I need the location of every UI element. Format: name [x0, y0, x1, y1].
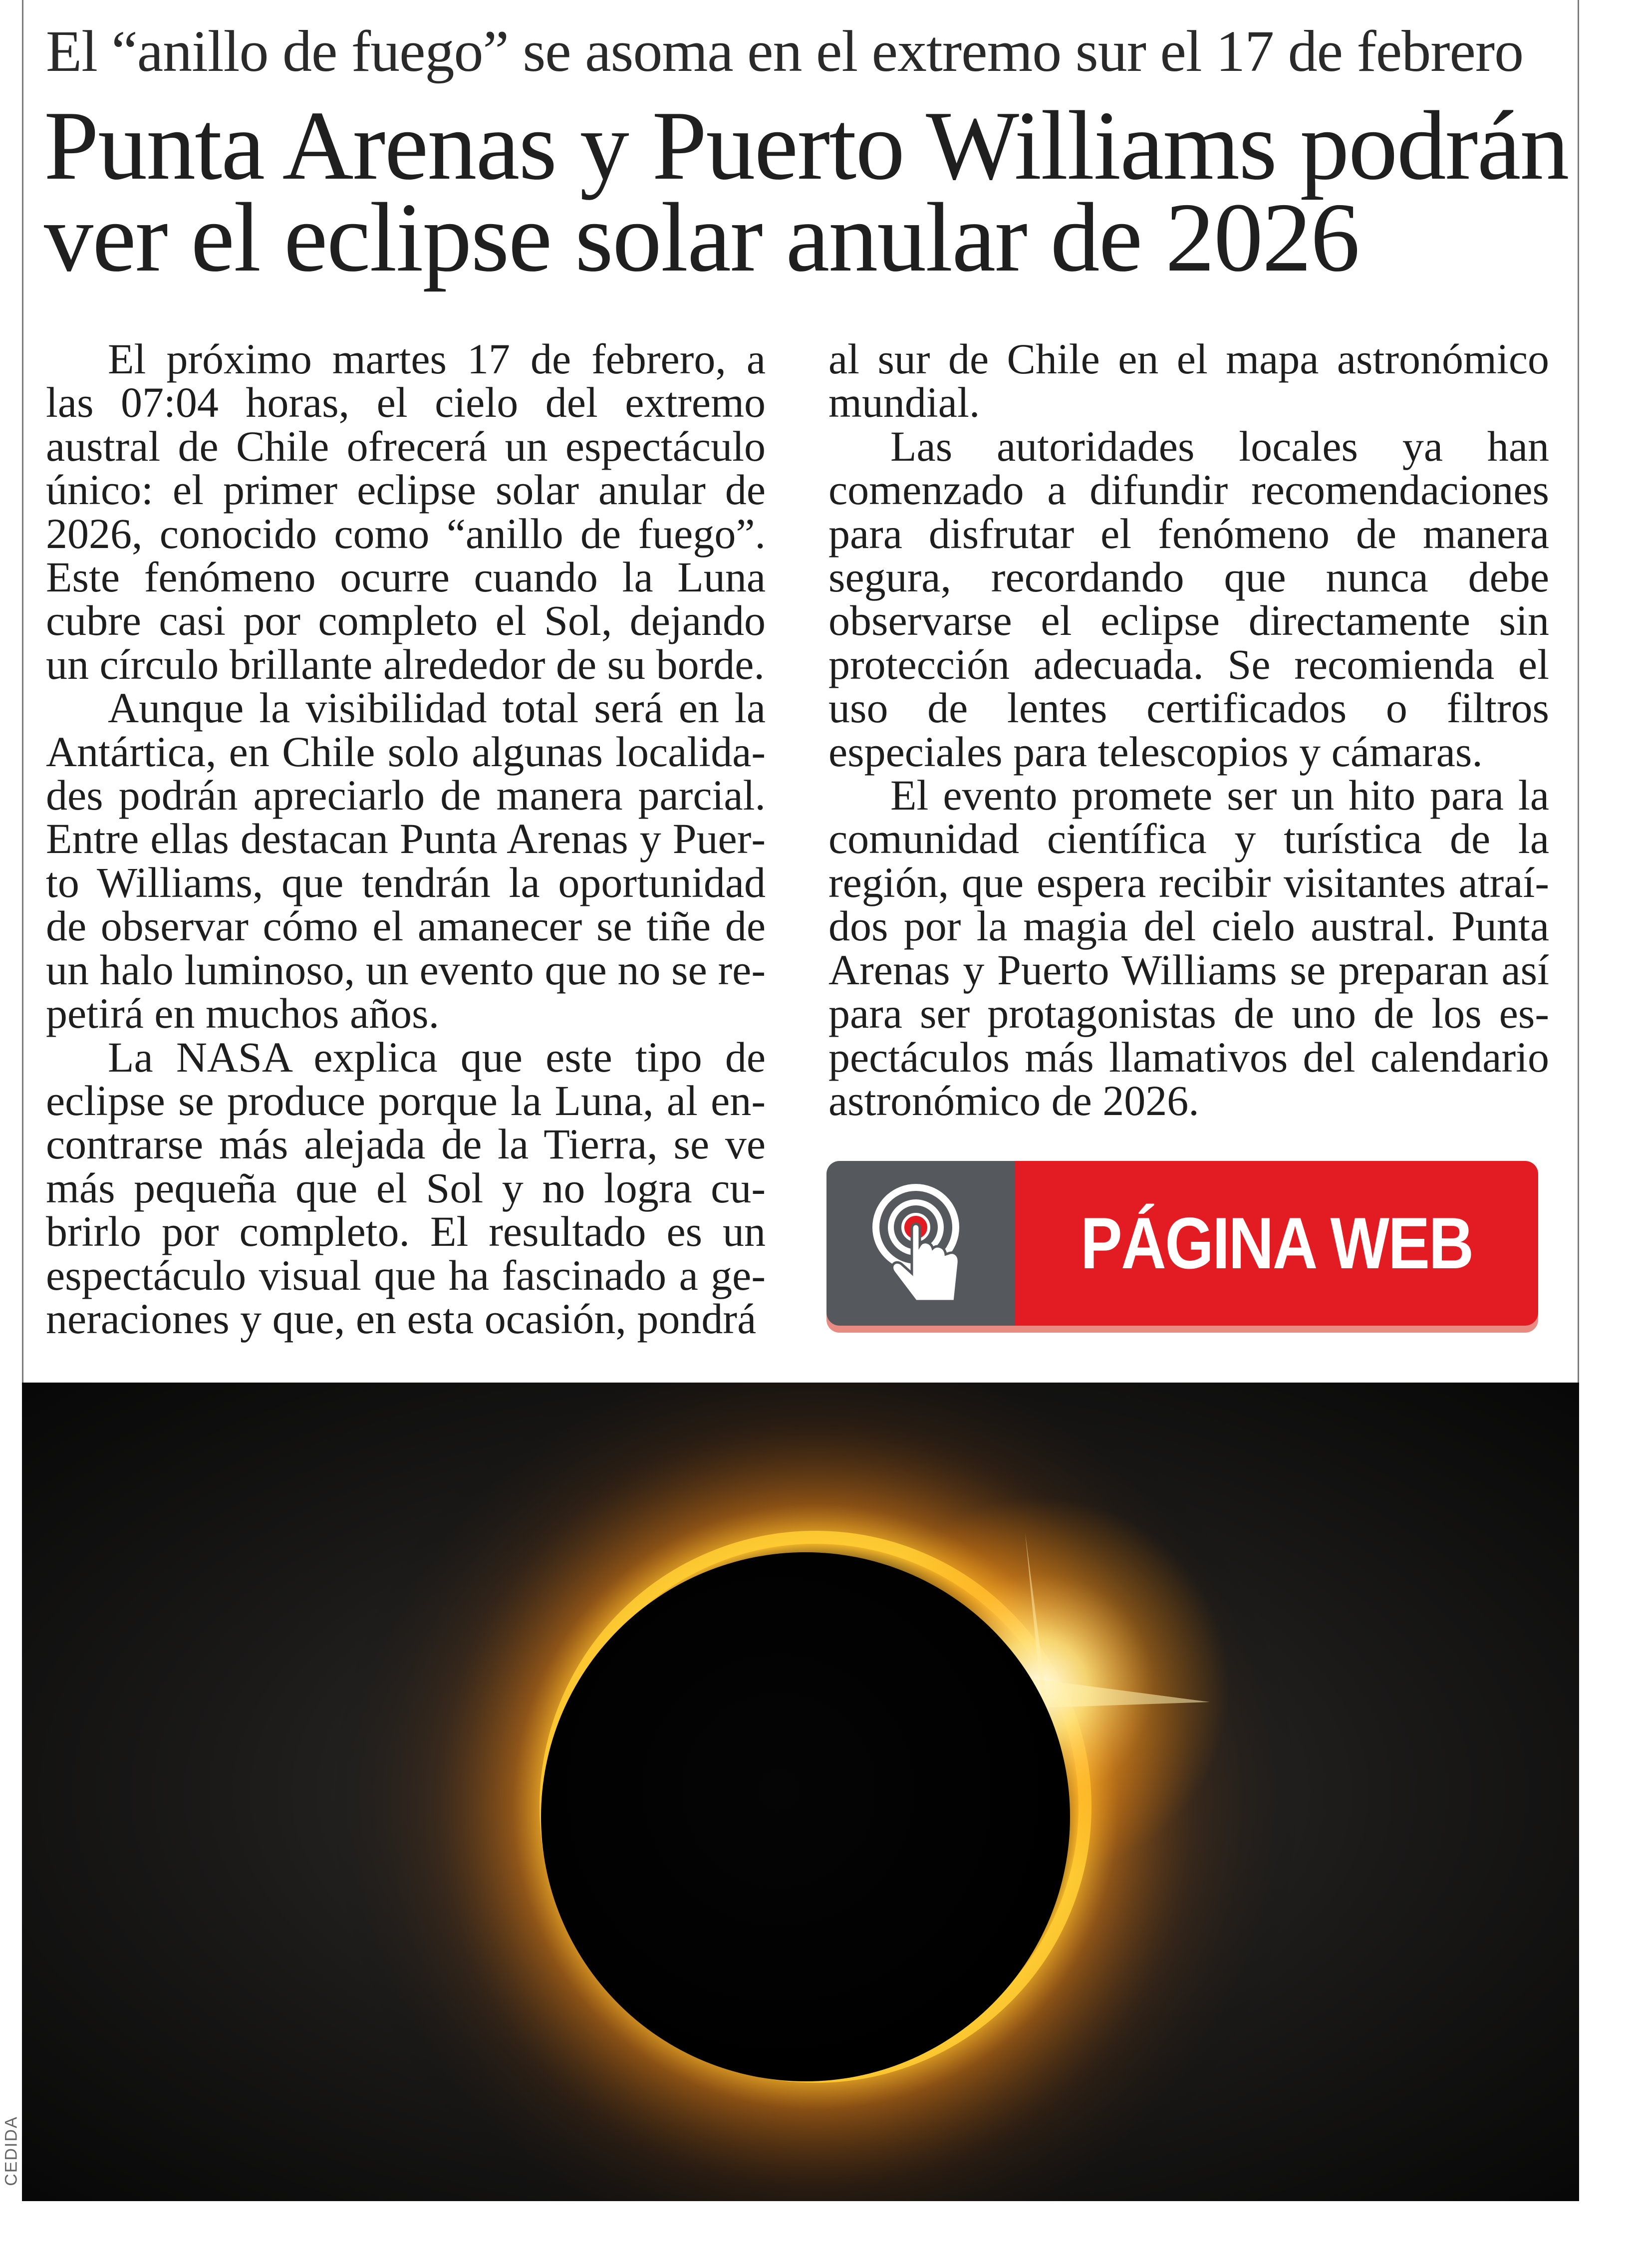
- paragraph-4: Las autoridades locales ya han comenzado a difundir recomendaciones para disfrutar el fenómeno de manera segura, recordando que nunca debe observarse el eclipse directamente sin protección adecuada. Se recomienda el uso de lentes certificados o filtros especiales para telescopios y cámaras.: [828, 422, 1549, 776]
- eclipse-ring-image: [22, 1383, 1579, 2201]
- eclipse-illustration: [22, 1383, 1579, 2201]
- paragraph-1: El próximo martes 17 de febrero, a las 07:04 horas, el cielo del extremo austral de Chile ofrecerá un espectáculo único: el primer eclipse solar anular de 2026, conocido como “anillo de fuego”. Este fenómeno ocurre cuando la Luna cubre casi por completo el Sol, dejando un círculo brillante alrededor de su borde.: [46, 335, 766, 688]
- paragraph-3-continued: al sur de Chile en el mapa astronómico mundial.: [828, 335, 1549, 427]
- article-column-left: [46, 337, 766, 1341]
- paragraph-5: El evento promete ser un hito para la comunidad científica y turística de la región, que espera recibir visitantes atraídos por la magia del cielo austral. Punta Arenas y Puerto Williams se preparan así para ser protagonistas de uno de los espectáculos más llamativos del calendario astronómico de 2026.: [828, 771, 1549, 1125]
- paragraph-2: Aunque la visibilidad total será en la Antártica, en Chile solo algunas localidades podrán apreciarlo de manera parcial. Entre ellas destacan Punta Arenas y Puerto Williams, que tendrán la oportunidad de observar cómo el amanecer se tiñe de un halo luminoso, un evento que no se repetirá en muchos años.: [46, 684, 766, 1038]
- article-headline: [44, 91, 1571, 292]
- article-column-right: [828, 337, 1549, 1123]
- web-button-icon-area: [826, 1161, 1015, 1326]
- headline-line-1: Punta Arenas y Puerto Williams podrán: [44, 91, 1569, 200]
- photo-credit: CEDIDA: [1, 2116, 21, 2186]
- web-page-button[interactable]: [826, 1161, 1538, 1326]
- paragraph-3: La NASA explica que este tipo de eclipse se produce porque la Luna, al encontrarse más alejada de la Tierra, se ve más pequeña que el Sol y no logra cubrirlo por completo. El resultado es un espectáculo visual que ha fascinado a generaciones y que, en esta ocasión, pondrá: [46, 1033, 766, 1343]
- tap-finger-icon: [866, 1178, 976, 1308]
- headline-line-2: ver el eclipse solar anular de 2026: [44, 183, 1359, 292]
- article-kicker: El “anillo de fuego” se asoma en el extremo sur el 17 de febrero: [46, 18, 1524, 84]
- web-button-label-area: [1015, 1161, 1538, 1326]
- web-button-label: PÁGINA WEB: [1081, 1202, 1473, 1284]
